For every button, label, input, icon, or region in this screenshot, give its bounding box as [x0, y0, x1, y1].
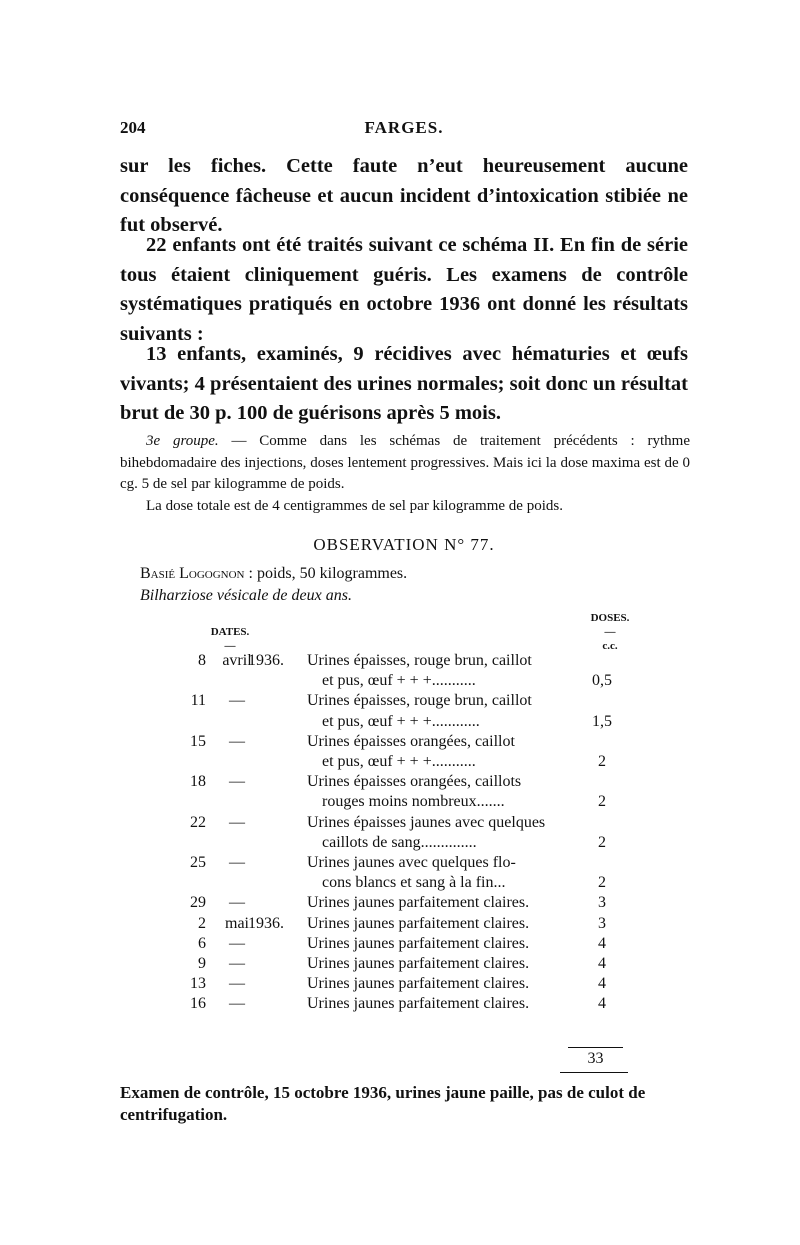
row-year: 1936.: [248, 652, 284, 669]
row-month: avril: [222, 652, 252, 669]
row-description: Urines jaunes parfaitement claires.: [307, 934, 530, 952]
row-dose: 3: [598, 894, 606, 912]
row-month: mai: [225, 914, 249, 932]
row-month: —: [229, 732, 245, 750]
row-month: —: [229, 813, 245, 831]
dates-header-dash: —: [224, 640, 236, 652]
row-year: 1936.: [248, 914, 284, 932]
row-month: —: [229, 995, 245, 1013]
row-description: Urines jaunes parfaitement claires.: [307, 975, 530, 993]
row-description: Urines épaisses, rouge brun, caillot: [307, 652, 532, 669]
doses-header-unit: c.c.: [602, 640, 618, 652]
table-row: [0, 793, 800, 813]
paragraph-3-text: 13 enfants, examinés, 9 récidives avec hématuries et œufs vivants; 4 présentaient des urines normales; soit donc un résultat brut de 30 p. 100 de guérisons après 5 mois.: [120, 343, 688, 424]
dates-column-header: [190, 625, 270, 653]
group-3-note: [120, 431, 690, 517]
table-row: [0, 915, 800, 935]
table-row: [0, 713, 800, 733]
total-rule-bottom: [560, 1072, 628, 1073]
row-month: —: [229, 854, 245, 871]
patient-weight: : poids, 50 kilogrammes.: [244, 565, 408, 582]
group-3-text: — Comme dans les schémas de traitement précédents : rythme bihebdomadaire des injections, doses lentement progressives. Mais ici la dose maxima est de 0 cg. 5 de sel par kilogramme de poids.: [120, 433, 690, 492]
row-dose: 2: [598, 874, 606, 892]
paragraph-2-text: 22 enfants ont été traités suivant ce schéma II. En fin de série tous étaient cliniquement guéris. Les examens de contrôle systématiques pratiqués en octobre 1936 ont donné les résultats suivants :: [120, 234, 688, 345]
row-description: Urines jaunes avec quelques flo-: [307, 854, 516, 871]
row-description: Urines jaunes parfaitement claires.: [307, 995, 530, 1013]
row-month: —: [229, 773, 245, 791]
row-dose: 4: [598, 955, 606, 972]
row-month: —: [229, 692, 245, 710]
row-day: 2: [198, 914, 206, 932]
patient-name: Basié Logognon: [140, 565, 245, 582]
doses-header-dash: —: [604, 626, 616, 638]
row-description: et pus, œuf + + +............: [322, 712, 480, 730]
row-dose: 0,5: [592, 672, 612, 690]
page-number: 204: [120, 118, 146, 137]
running-title: FARGES.: [364, 118, 444, 137]
row-description: et pus, œuf + + +...........: [322, 753, 476, 770]
row-description: et pus, œuf + + +...........: [322, 672, 476, 690]
row-dose: 1,5: [592, 712, 612, 730]
paragraph-1: [120, 152, 688, 241]
total-rule-top: [568, 1047, 623, 1048]
page-header: [120, 118, 688, 142]
table-row: [0, 814, 800, 834]
observation-title: OBSERVATION N° 77.: [313, 535, 495, 554]
paragraph-1-text: sur les fiches. Cette faute n’eut heureusement aucune conséquence fâcheuse et aucun incident d’intoxication stibiée ne fut observé.: [120, 155, 688, 236]
row-dose: 2: [598, 833, 606, 851]
row-description: caillots de sang..............: [322, 833, 477, 851]
control-exam-note: Examen de contrôle, 15 octobre 1936, urines jaune paille, pas de culot de centrifugation.: [120, 1083, 646, 1124]
doses-column-header: [585, 611, 635, 653]
row-dose: 3: [598, 914, 606, 932]
row-dose: 2: [598, 753, 606, 770]
paragraph-3: [120, 340, 688, 429]
table-row: [0, 995, 800, 1015]
row-month: —: [229, 975, 245, 993]
diagnosis: Bilharziose vésicale de deux ans.: [140, 587, 352, 604]
row-description: Urines épaisses jaunes avec quelques: [307, 813, 546, 831]
row-day: 15: [190, 732, 206, 750]
table-row: [0, 753, 800, 773]
patient-line: [140, 565, 407, 583]
row-description: cons blancs et sang à la fin...: [322, 874, 506, 892]
group-3-total-dose: La dose totale est de 4 centigrammes de sel par kilogramme de poids.: [146, 497, 563, 514]
row-day: 6: [198, 934, 206, 952]
row-day: 11: [190, 692, 206, 710]
table-row: [0, 692, 800, 712]
table-row: [0, 975, 800, 995]
row-month: —: [229, 955, 245, 972]
row-day: 29: [190, 894, 206, 912]
table-row: [0, 874, 800, 894]
dates-header-label: DATES.: [210, 626, 250, 638]
table-row: [0, 773, 800, 793]
table-row: [0, 834, 800, 854]
row-description: Urines épaisses, rouge brun, caillot: [307, 692, 532, 710]
row-dose: 4: [598, 934, 606, 952]
row-month: —: [229, 894, 245, 912]
row-day: 13: [190, 975, 206, 993]
paragraph-2: [120, 231, 688, 349]
table-row: [0, 955, 800, 975]
row-description: Urines épaisses orangées, caillots: [307, 773, 522, 791]
row-description: rouges moins nombreux.......: [322, 793, 505, 811]
table-row: [0, 652, 800, 672]
table-row: [0, 894, 800, 914]
group-3-label: 3e groupe.: [146, 433, 219, 449]
dose-total: 33: [587, 1050, 604, 1067]
row-dose: 2: [598, 793, 606, 811]
table-row: [0, 672, 800, 692]
diagnosis-line: [140, 587, 352, 605]
table-row: [0, 854, 800, 874]
doses-header-label: DOSES.: [590, 612, 630, 624]
row-dose: 4: [598, 995, 606, 1013]
row-day: 16: [190, 995, 206, 1013]
row-day: 22: [190, 813, 206, 831]
table-row: [0, 935, 800, 955]
row-day: 25: [190, 854, 206, 871]
row-description: Urines jaunes parfaitement claires.: [307, 894, 530, 912]
row-day: 18: [190, 773, 206, 791]
row-description: Urines jaunes parfaitement claires.: [307, 914, 530, 932]
row-day: 8: [198, 652, 206, 669]
row-dose: 4: [598, 975, 606, 993]
row-month: —: [229, 934, 245, 952]
row-description: Urines épaisses orangées, caillot: [307, 732, 515, 750]
table-row: [0, 733, 800, 753]
row-day: 9: [198, 955, 206, 972]
row-description: Urines jaunes parfaitement claires.: [307, 955, 530, 972]
